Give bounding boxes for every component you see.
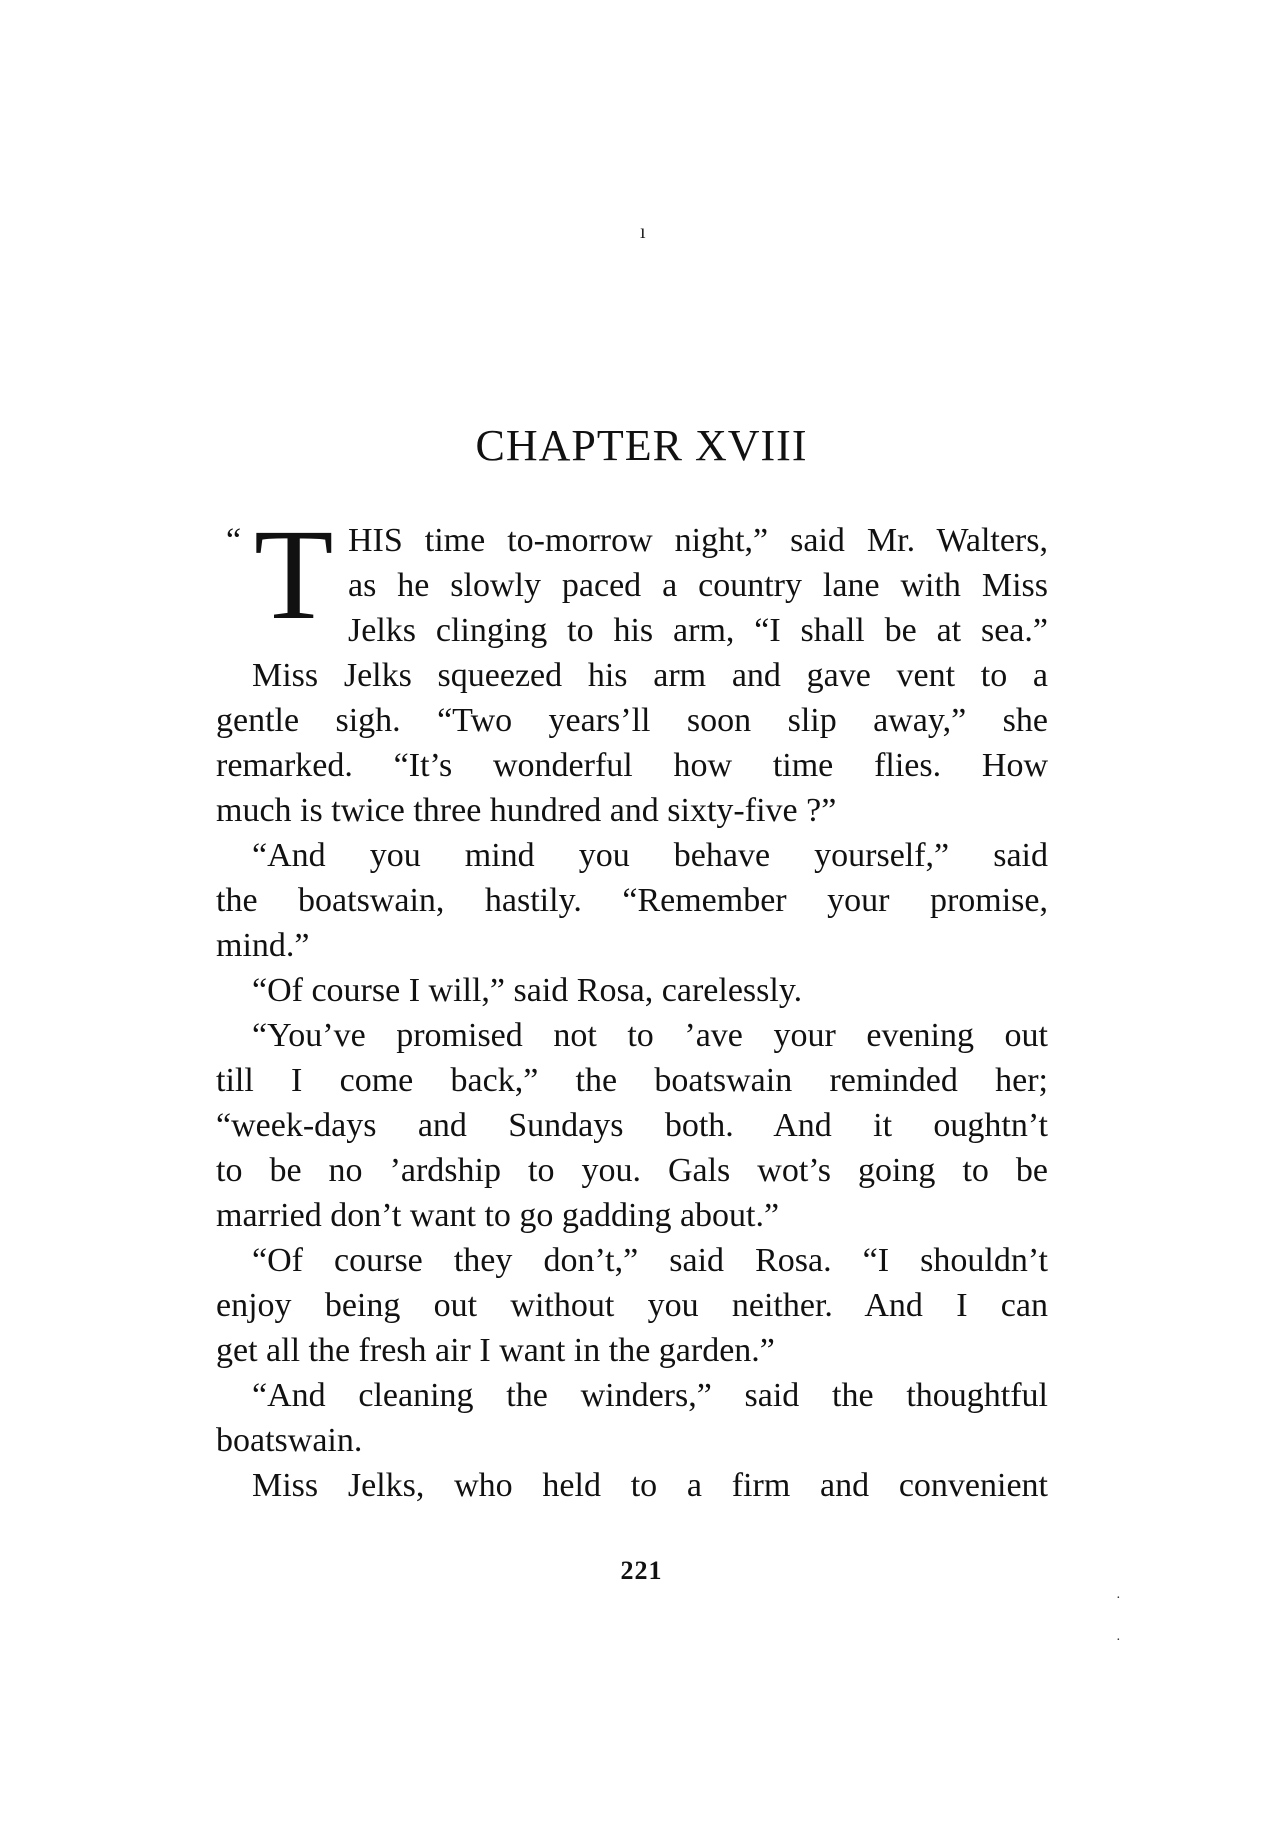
text-line-13: till I come back,” the boatswain reminded her;: [216, 1062, 1048, 1099]
page-number: 221: [620, 1556, 663, 1585]
stray-dot: ·: [1116, 1591, 1121, 1606]
text-line-7: much is twice three hundred and sixty-five ?”: [216, 792, 837, 829]
text-line-3: Jelks clinging to his arm, “I shall be at sea.”: [348, 612, 1048, 649]
text-line-9: the boatswain, hastily. “Remember your promise,: [216, 882, 1048, 919]
stray-mark: ı: [640, 221, 646, 243]
text-line-18: enjoy being out without you neither. And I can: [216, 1287, 1048, 1324]
text-line-8: “And you mind you behave yourself,” said: [252, 837, 1048, 874]
text-line-20: “And cleaning the winders,” said the thoughtful: [252, 1377, 1048, 1414]
text-line-2: as he slowly paced a country lane with Miss: [348, 567, 1048, 604]
body-text: [216, 503, 1048, 1508]
text-line-19: get all the fresh air I want in the garden.”: [216, 1332, 775, 1369]
line-text: HIS time to-morrow night,” said Mr. Walters,: [348, 522, 1048, 559]
text-line-12: “You’ve promised not to ’ave your evening out: [252, 1017, 1048, 1054]
text-line-14: “week-days and Sundays both. And it oughtn’t: [216, 1107, 1048, 1144]
text-line-5: gentle sigh. “Two years’ll soon slip away,” she: [216, 702, 1048, 739]
text-line-6: remarked. “It’s wonderful how time flies. How: [216, 747, 1048, 784]
text-line-15: to be no ’ardship to you. Gals wot’s going to be: [216, 1152, 1048, 1189]
text-line-16: married don’t want to go gadding about.”: [216, 1197, 780, 1234]
chapter-heading: CHAPTER XVIII: [475, 421, 808, 470]
text-line-4: Miss Jelks squeezed his arm and gave vent to a: [252, 657, 1048, 694]
text-line-17: “Of course they don’t,” said Rosa. “I shouldn’t: [252, 1242, 1048, 1279]
text-line-10: mind.”: [216, 927, 310, 964]
text-line-22: Miss Jelks, who held to a firm and convenient: [252, 1467, 1048, 1504]
opening-quote: “: [226, 522, 242, 559]
text-line-21: boatswain.: [216, 1422, 363, 1459]
drop-cap: T: [254, 503, 334, 647]
stray-dot: ·: [1116, 1633, 1121, 1648]
text-line-11: “Of course I will,” said Rosa, carelessly.: [252, 972, 803, 1009]
